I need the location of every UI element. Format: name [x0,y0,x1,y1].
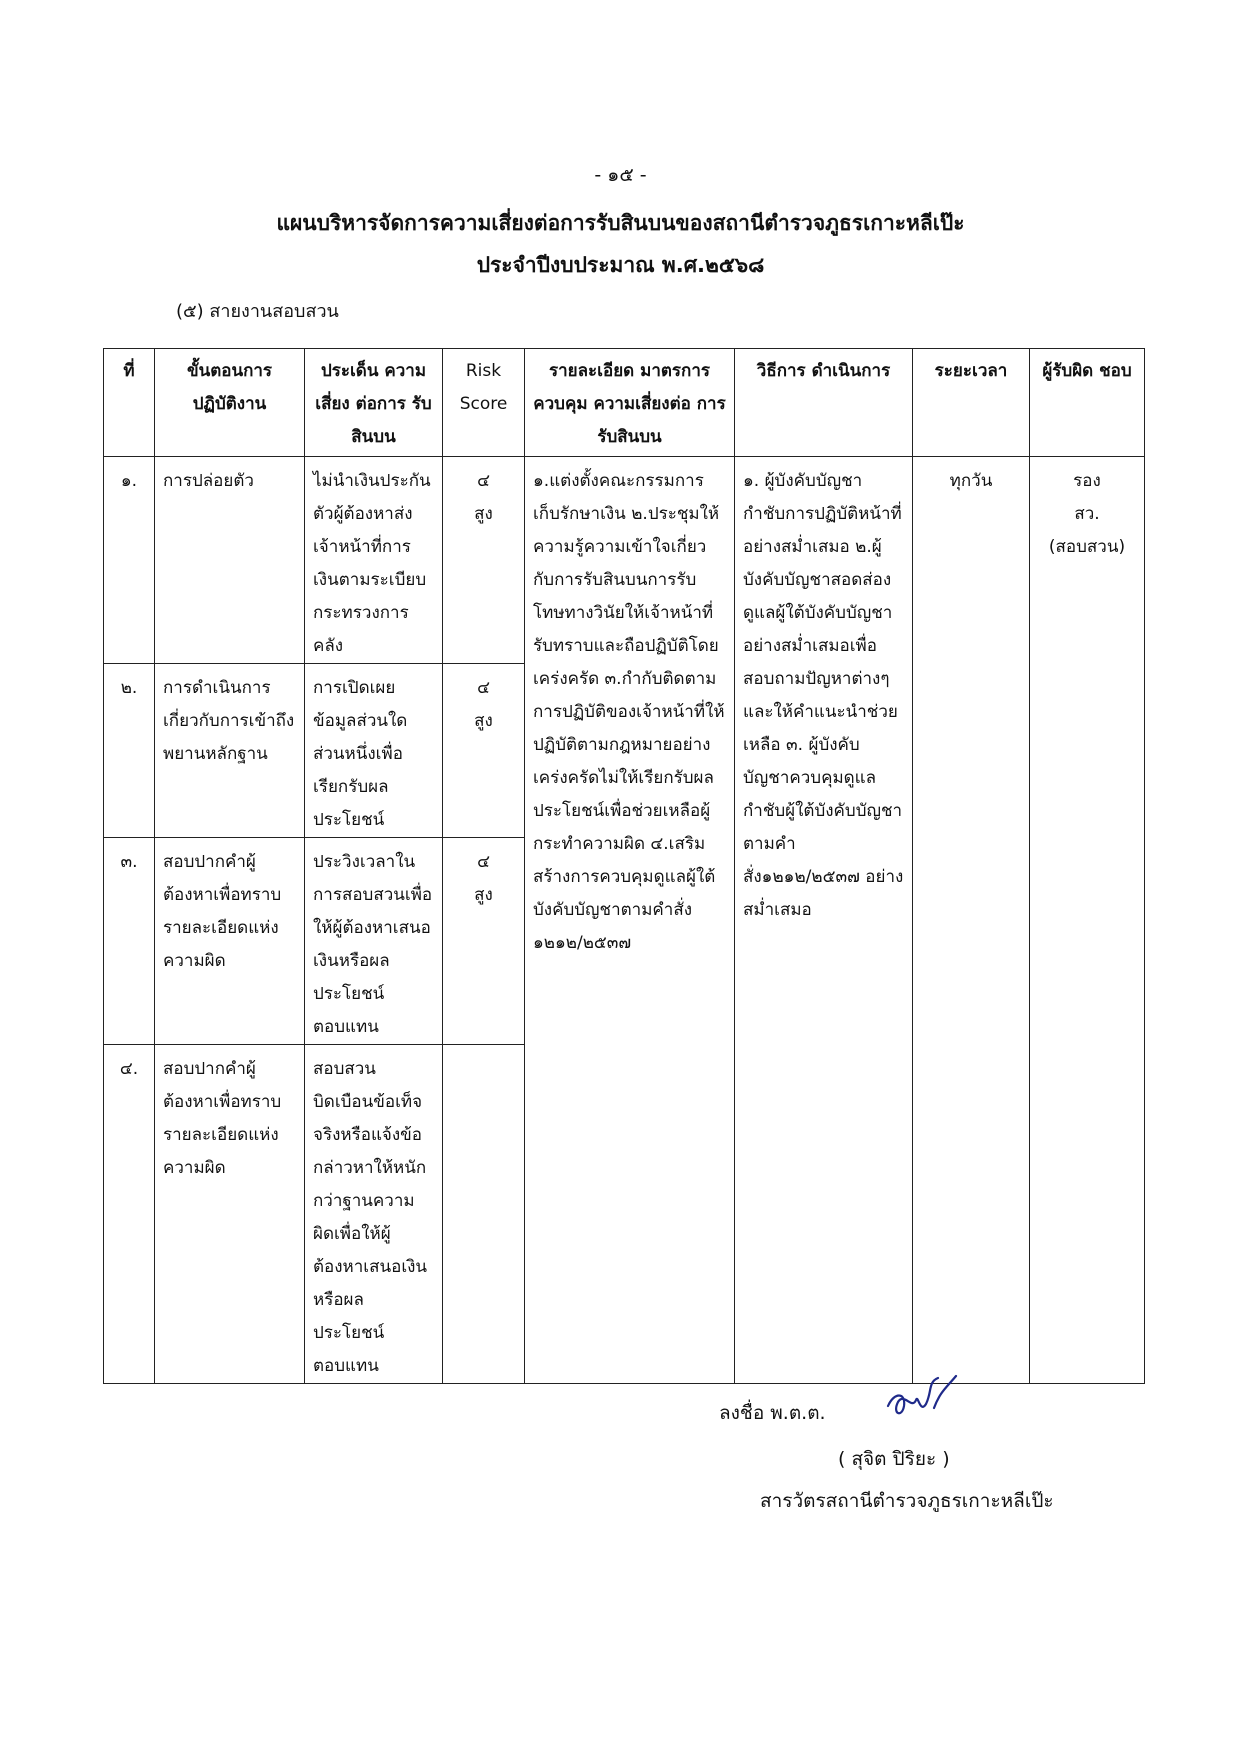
document-title: แผนบริหารจัดการความเสี่ยงต่อการรับสินบนของสถานีตำรวจภูธรเกาะหลีเป๊ะ [276,211,965,235]
row-risk-score [443,838,525,1045]
row-risk-issue: การเปิดเผยข้อมูลส่วนใดส่วนหนึ่งเพื่อเรียกรับผลประโยชน์ [305,664,443,838]
header-control-measures: รายละเอียด มาตรการ ควบคุม ความเสี่ยงต่อ การ รับสินบน [525,349,735,457]
header-owner: ผู้รับผิด ชอบ [1030,349,1145,457]
header-period: ระยะเวลา [913,349,1030,457]
row-risk-score [443,457,525,664]
header-risk-issue: ประเด็น ความเสี่ยง ต่อการ รับ สินบน [305,349,443,457]
row-number: ๑. [104,457,155,664]
period-cell: ทุกวัน [913,457,1030,1384]
owner-line: (สอบสวน) [1048,537,1126,557]
signature-label: ลงชื่อ พ.ต.ต. [719,1402,826,1424]
owner-line: รอง [1073,471,1101,491]
row-number: ๒. [104,664,155,838]
section-heading: (๕) สายงานสอบสวน [176,301,339,322]
row-number: ๔. [104,1045,155,1384]
methods-cell: ๑. ผู้บังคับบัญชากำชับการปฏิบัติหน้าที่อย่างสม่ำเสมอ ๒.ผู้บังคับบัญชาสอดส่องดูแลผู้ใต้บังคับบัญชาอย่างสม่ำเสมอเพื่อสอบถามปัญหาต่างๆและให้คำแนะนำช่วยเหลือ ๓. ผู้บังคับบัญชาควบคุมดูแลกำชับผู้ใต้บังคับบัญชาตามคำสั่ง๑๒๑๒/๒๕๓๗ อย่างสม่ำเสมอ [735,457,913,1384]
row-risk-issue: ประวิงเวลาในการสอบสวนเพื่อให้ผู้ต้องหาเสนอเงินหรือผลประโยชน์ตอบแทน [305,838,443,1045]
risk-score-value: ๔ [477,678,490,698]
row-risk-issue: สอบสวนบิดเบือนข้อเท็จจริงหรือแจ้งข้อกล่าวหาให้หนักกว่าฐานความผิดเพื่อให้ผู้ต้องหาเสนอเงินหรือผลประโยชน์ตอบแทน [305,1045,443,1384]
signer-position: สารวัตรสถานีตำรวจภูธรเกาะหลีเป๊ะ [760,1490,1054,1512]
risk-score-value: ๔ [477,852,490,872]
document-subtitle: ประจำปีงบประมาณ พ.ศ.๒๕๖๘ [476,253,765,277]
row-risk-score [443,664,525,838]
header-no: ที่ [104,349,155,457]
table-row [104,457,1145,664]
row-step: สอบปากคำผู้ต้องหาเพื่อทราบรายละเอียดแห่งความผิด [155,1045,305,1384]
row-step: การปล่อยตัว [155,457,305,664]
row-risk-issue: ไม่นำเงินประกันตัวผู้ต้องหาส่งเจ้าหน้าที่การเงินตามระเบียบกระทรวงการคลัง [305,457,443,664]
owner-cell [1030,457,1145,1384]
header-risk-score: Risk Score [443,349,525,457]
header-method: วิธีการ ดำเนินการ [735,349,913,457]
risk-score-value: ๔ [477,471,490,491]
risk-level: สูง [474,711,493,731]
risk-level: สูง [474,504,493,524]
risk-plan-table [103,348,1145,1384]
table-header-row [104,349,1145,457]
risk-level: สูง [474,885,493,905]
header-step: ขั้นตอนการ ปฏิบัติงาน [155,349,305,457]
owner-line: สว. [1074,504,1100,524]
row-step: สอบปากคำผู้ต้องหาเพื่อทราบรายละเอียดแห่งความผิด [155,838,305,1045]
control-measures-cell: ๑.แต่งตั้งคณะกรรมการเก็บรักษาเงิน ๒.ประชุมให้ความรู้ความเข้าใจเกี่ยวกับการรับสินบนการรับโทษทางวินัยให้เจ้าหน้าที่รับทราบและถือปฏิบัติโดยเคร่งครัด ๓.กำกับติดตามการปฏิบัติของเจ้าหน้าที่ให้ปฏิบัติตามกฎหมายอย่างเคร่งครัดไม่ให้เรียกรับผลประโยชน์เพื่อช่วยเหลือผู้กระทำความผิด ๔.เสริมสร้างการควบคุมดูแลผู้ใต้บังคับบัญชาตามคำสั่ง ๑๒๑๒/๒๕๓๗ [525,457,735,1384]
signer-name: ( สุจิต ปิริยะ ) [838,1448,950,1470]
row-number: ๓. [104,838,155,1045]
row-risk-score [443,1045,525,1384]
handwritten-signature [882,1370,962,1430]
row-step: การดำเนินการเกี่ยวกับการเข้าถึงพยานหลักฐาน [155,664,305,838]
page-number: - ๑๕ - [594,164,647,186]
